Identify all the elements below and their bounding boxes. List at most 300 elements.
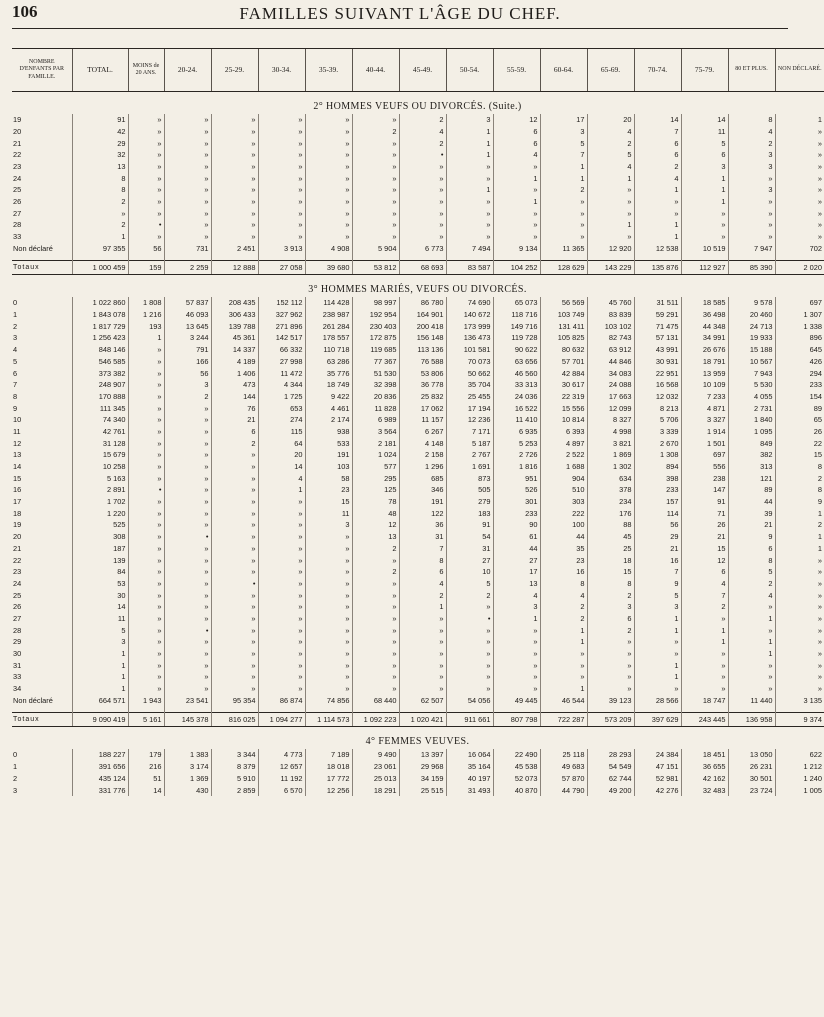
table-cell: »	[493, 660, 540, 672]
table-cell: 2	[164, 391, 211, 403]
table-cell: 15	[681, 543, 728, 555]
row-label: 13	[13, 450, 22, 460]
table-cell: 1 024	[352, 449, 399, 461]
table-cell: 8	[728, 114, 775, 126]
table-cell: 1	[728, 648, 775, 660]
table-cell: 53 806	[399, 367, 446, 379]
table-cell: »	[211, 625, 258, 637]
table-cell: 3	[681, 161, 728, 173]
table-cell: 1 256 423	[72, 332, 128, 344]
col-header-70-74: 70-74.	[634, 49, 681, 92]
row-label: 5	[13, 356, 18, 366]
table-cell: »	[258, 589, 305, 601]
table-cell: 5 163	[72, 473, 128, 485]
table-cell: 125	[352, 484, 399, 496]
table-cell: 12 236	[446, 414, 493, 426]
table-cell: 5	[728, 566, 775, 578]
table-cell: 3	[164, 379, 211, 391]
page-number: 106	[12, 2, 38, 21]
table-cell: 17	[540, 114, 587, 126]
table-cell: 7	[540, 149, 587, 161]
table-cell: 14	[681, 114, 728, 126]
table-cell: 2	[634, 161, 681, 173]
table-cell: 1	[493, 613, 540, 625]
table-cell: 74 856	[305, 695, 352, 707]
table-cell: »	[775, 671, 824, 683]
row-label: 15	[13, 473, 22, 483]
table-cell: »	[258, 543, 305, 555]
table-cell: »	[352, 683, 399, 695]
table-cell: »	[587, 231, 634, 243]
table-cell: 58	[305, 473, 352, 485]
table-cell: 23	[305, 484, 352, 496]
table-cell: 1 406	[211, 367, 258, 379]
table-cell: 15	[587, 566, 634, 578]
table-cell: 5	[540, 137, 587, 149]
table-cell: »	[352, 613, 399, 625]
table-cell: »	[352, 648, 399, 660]
table-cell: 6 393	[540, 426, 587, 438]
totals-cell: 83 587	[446, 261, 493, 275]
table-cell: »	[352, 114, 399, 126]
table-cell: 12 657	[258, 761, 305, 773]
table-cell: »	[211, 660, 258, 672]
table-cell: »	[128, 531, 164, 543]
table-cell: »	[258, 508, 305, 520]
table-cell: »	[164, 589, 211, 601]
row-label: 3	[13, 333, 18, 343]
table-cell: 65 073	[493, 297, 540, 309]
table-cell: 2 726	[493, 449, 540, 461]
table-cell: »	[128, 589, 164, 601]
section-title-row	[12, 275, 824, 298]
table-cell: 234	[587, 496, 634, 508]
table-cell: »	[352, 601, 399, 613]
table-cell: »	[258, 519, 305, 531]
table-cell: 139	[72, 554, 128, 566]
row-label: 6	[13, 368, 18, 378]
table-row	[12, 484, 824, 496]
table-cell: 14	[128, 784, 164, 796]
table-cell: 1	[775, 543, 824, 555]
table-cell: »	[352, 589, 399, 601]
table-cell: •	[164, 625, 211, 637]
table-cell: »	[258, 114, 305, 126]
table-cell: 149 716	[493, 321, 540, 333]
table-cell: 303	[540, 496, 587, 508]
table-cell: »	[775, 196, 824, 208]
row-label: 21	[13, 543, 22, 553]
table-cell: »	[634, 648, 681, 660]
table-cell: 115	[258, 426, 305, 438]
row-label: 26	[13, 602, 22, 612]
table-cell: »	[164, 473, 211, 485]
table-cell: 6 267	[399, 426, 446, 438]
table-cell: »	[128, 683, 164, 695]
table-cell: 2	[540, 613, 587, 625]
table-cell: 1	[587, 172, 634, 184]
table-cell: 11 410	[493, 414, 540, 426]
table-cell: 74 690	[446, 297, 493, 309]
table-cell: 31 128	[72, 438, 128, 450]
col-header-65-69: 65-69.	[587, 49, 634, 92]
table-row	[12, 367, 824, 379]
table-cell: 9 134	[493, 243, 540, 255]
row-label: 25	[13, 185, 22, 195]
table-row	[12, 321, 824, 333]
table-cell: 103	[305, 461, 352, 473]
table-cell: 121	[728, 473, 775, 485]
row-label: 28	[13, 220, 22, 230]
table-cell: »	[775, 636, 824, 648]
table-cell: »	[446, 219, 493, 231]
table-cell: »	[211, 636, 258, 648]
row-label: 8	[13, 391, 18, 401]
table-cell: 98 997	[352, 297, 399, 309]
table-cell: 7 171	[446, 426, 493, 438]
table-cell: »	[211, 184, 258, 196]
table-cell: 18 018	[305, 761, 352, 773]
table-cell: 1	[587, 219, 634, 231]
table-cell: »	[305, 531, 352, 543]
totals-cell: 1 094 277	[258, 713, 305, 727]
table-cell: 7	[681, 589, 728, 601]
table-cell: 2 731	[728, 402, 775, 414]
totals-cell: 145 378	[164, 713, 211, 727]
table-cell: 295	[352, 473, 399, 485]
table-cell: 4 897	[540, 438, 587, 450]
table-cell: 39 123	[587, 695, 634, 707]
table-cell: »	[493, 231, 540, 243]
totals-cell: 136 958	[728, 713, 775, 727]
table-cell: »	[728, 601, 775, 613]
table-cell: 11 472	[258, 367, 305, 379]
table-cell: 848 146	[72, 344, 128, 356]
row-label: 2	[13, 321, 18, 331]
table-cell: 13 645	[164, 321, 211, 333]
table-cell: »	[258, 683, 305, 695]
table-cell: »	[211, 114, 258, 126]
table-cell: »	[164, 636, 211, 648]
table-cell: »	[258, 496, 305, 508]
row-label: 26	[13, 196, 22, 206]
row-label: 25	[13, 590, 22, 600]
table-cell: 24 384	[634, 749, 681, 761]
table-cell: 533	[305, 438, 352, 450]
row-label: 30	[13, 649, 22, 659]
table-cell: »	[352, 196, 399, 208]
row-label: 16	[13, 485, 22, 495]
table-cell: »	[446, 172, 493, 184]
table-cell: »	[728, 660, 775, 672]
table-cell: 653	[258, 402, 305, 414]
table-cell: »	[681, 660, 728, 672]
table-cell: 46 560	[493, 367, 540, 379]
table-cell: »	[681, 231, 728, 243]
table-cell: »	[211, 473, 258, 485]
table-cell: 731	[164, 243, 211, 255]
table-cell: 157	[634, 496, 681, 508]
table-cell: 4	[493, 149, 540, 161]
table-cell: »	[128, 184, 164, 196]
table-cell: 5	[634, 589, 681, 601]
table-cell: 6	[681, 566, 728, 578]
table-cell: 170 888	[72, 391, 128, 403]
table-cell: »	[164, 543, 211, 555]
table-cell: 12 256	[305, 784, 352, 796]
totals-row	[12, 261, 824, 275]
table-cell: 25 118	[540, 749, 587, 761]
table-cell: 546 585	[72, 356, 128, 368]
table-row	[12, 543, 824, 555]
table-cell: »	[128, 601, 164, 613]
table-cell: 32 483	[681, 784, 728, 796]
table-cell: »	[634, 196, 681, 208]
table-cell: »	[775, 149, 824, 161]
table-cell: »	[352, 137, 399, 149]
table-cell: 1	[634, 219, 681, 231]
table-cell: 1 688	[540, 461, 587, 473]
table-row	[12, 566, 824, 578]
totals-cell: 1 114 573	[305, 713, 352, 727]
table-cell: 23 541	[164, 695, 211, 707]
table-cell: 6	[211, 426, 258, 438]
table-cell: 8 213	[634, 402, 681, 414]
table-cell: 7 189	[305, 749, 352, 761]
table-cell: 1 307	[775, 309, 824, 321]
table-cell: 3 244	[164, 332, 211, 344]
table-cell: »	[352, 161, 399, 173]
table-cell: 192 954	[352, 309, 399, 321]
table-cell: 9 490	[352, 749, 399, 761]
table-cell: 179	[128, 749, 164, 761]
table-row	[12, 554, 824, 566]
table-cell: 1	[681, 196, 728, 208]
table-cell: »	[493, 648, 540, 660]
table-cell: 10 567	[728, 356, 775, 368]
table-cell: »	[258, 566, 305, 578]
table-cell: »	[128, 648, 164, 660]
table-cell: 19 933	[728, 332, 775, 344]
table-cell: »	[164, 601, 211, 613]
table-cell: 1 308	[634, 449, 681, 461]
table-cell: »	[211, 461, 258, 473]
table-cell: »	[128, 344, 164, 356]
table-cell: 6	[681, 149, 728, 161]
table-cell: 29 968	[399, 761, 446, 773]
table-cell: 23	[540, 554, 587, 566]
table-cell: 101 581	[446, 344, 493, 356]
table-cell: 56	[164, 367, 211, 379]
table-cell: 64	[258, 438, 305, 450]
table-cell: 3	[634, 601, 681, 613]
table-cell: 3	[493, 601, 540, 613]
table-cell: 45	[587, 531, 634, 543]
table-cell: 896	[775, 332, 824, 344]
table-cell: 3 339	[634, 426, 681, 438]
table-cell: 15 556	[540, 402, 587, 414]
table-cell: 35 164	[446, 761, 493, 773]
table-cell: 233	[634, 484, 681, 496]
table-cell: »	[211, 219, 258, 231]
table-cell: 1 220	[72, 508, 128, 520]
table-cell: 5 706	[634, 414, 681, 426]
table-row	[12, 137, 824, 149]
table-cell: 21	[211, 414, 258, 426]
table-cell: 21	[728, 519, 775, 531]
table-row	[12, 461, 824, 473]
table-cell: »	[305, 683, 352, 695]
col-header-total: TOTAL.	[72, 49, 128, 92]
table-cell: 1	[681, 172, 728, 184]
row-label: 28	[13, 625, 22, 635]
table-cell: »	[540, 660, 587, 672]
totals-cell: 9 374	[775, 713, 824, 727]
table-cell: »	[775, 161, 824, 173]
table-cell: 8	[775, 484, 824, 496]
table-cell: »	[128, 508, 164, 520]
table-row	[12, 402, 824, 414]
table-cell: 526	[493, 484, 540, 496]
row-label: 24	[13, 578, 22, 588]
table-cell: 11 365	[540, 243, 587, 255]
table-cell: 4 055	[728, 391, 775, 403]
table-cell: 1	[72, 671, 128, 683]
table-cell: 9	[728, 531, 775, 543]
table-cell: 6 773	[399, 243, 446, 255]
table-cell: »	[164, 426, 211, 438]
table-cell: 30 617	[540, 379, 587, 391]
totals-cell: 2 259	[164, 261, 211, 275]
table-cell: »	[399, 196, 446, 208]
table-cell: 193	[128, 321, 164, 333]
table-cell: »	[587, 636, 634, 648]
table-cell: 173 999	[446, 321, 493, 333]
table-cell: •	[128, 484, 164, 496]
table-cell: »	[211, 137, 258, 149]
table-cell: 1	[634, 660, 681, 672]
totals-cell: 243 445	[681, 713, 728, 727]
table-cell: »	[258, 137, 305, 149]
col-header-80-plus: 80 ET PLUS.	[728, 49, 775, 92]
totals-cell: 911 661	[446, 713, 493, 727]
table-cell: »	[775, 683, 824, 695]
table-cell: 1 212	[775, 761, 824, 773]
table-cell: 13 959	[681, 367, 728, 379]
table-cell: »	[728, 671, 775, 683]
table-cell: 131 411	[540, 321, 587, 333]
table-cell: »	[128, 426, 164, 438]
table-cell: »	[305, 648, 352, 660]
table-cell: »	[164, 184, 211, 196]
table-cell: 39	[728, 508, 775, 520]
totals-label: Totaux	[12, 713, 72, 727]
table-cell: 2	[775, 473, 824, 485]
row-label: 10	[13, 415, 22, 425]
table-cell: 53	[72, 578, 128, 590]
table-cell: »	[446, 208, 493, 220]
table-cell: 51	[128, 773, 164, 785]
table-cell: 57 131	[634, 332, 681, 344]
table-cell: 6 935	[493, 426, 540, 438]
table-cell: 2	[728, 578, 775, 590]
table-cell: 1	[258, 484, 305, 496]
table-cell: 14	[72, 601, 128, 613]
table-cell: 1	[540, 683, 587, 695]
table-cell: 306 433	[211, 309, 258, 321]
row-label: 2	[13, 773, 18, 783]
table-cell: 18 749	[305, 379, 352, 391]
table-cell: 42 884	[540, 367, 587, 379]
table-cell: 327 962	[258, 309, 305, 321]
table-cell: 74 340	[72, 414, 128, 426]
table-cell: 18	[587, 554, 634, 566]
table-cell: 6	[493, 126, 540, 138]
table-cell: »	[587, 683, 634, 695]
table-cell: 44	[493, 543, 540, 555]
table-cell: 40 870	[493, 784, 540, 796]
table-cell: 21	[634, 543, 681, 555]
table-cell: 271 896	[258, 321, 305, 333]
row-label: 27	[13, 208, 22, 218]
table-cell: 1	[775, 114, 824, 126]
table-cell: 3 913	[258, 243, 305, 255]
table-cell: »	[305, 231, 352, 243]
table-cell: 230 403	[352, 321, 399, 333]
table-cell: 95 354	[211, 695, 258, 707]
table-cell: 3	[728, 149, 775, 161]
table-cell: »	[164, 438, 211, 450]
table-cell: 86 874	[258, 695, 305, 707]
table-cell: 4 344	[258, 379, 305, 391]
table-cell: 46 544	[540, 695, 587, 707]
row-label: 23	[13, 161, 22, 171]
table-cell: »	[305, 137, 352, 149]
table-cell: 11 828	[352, 402, 399, 414]
table-cell: 63 286	[305, 356, 352, 368]
col-header-75-79: 75-79.	[681, 49, 728, 92]
row-label: 0	[13, 298, 18, 308]
table-cell: »	[164, 554, 211, 566]
table-cell: »	[305, 660, 352, 672]
col-header-30-34: 30-34.	[258, 49, 305, 92]
totals-cell: 53 812	[352, 261, 399, 275]
totals-cell: 68 693	[399, 261, 446, 275]
table-row	[12, 126, 824, 138]
table-cell: »	[305, 613, 352, 625]
table-cell: »	[258, 161, 305, 173]
table-cell: 5 904	[352, 243, 399, 255]
row-label: 14	[13, 462, 22, 472]
table-cell: 34 159	[399, 773, 446, 785]
table-cell: 7	[634, 126, 681, 138]
table-row	[12, 749, 824, 761]
table-row	[12, 231, 824, 243]
table-cell: »	[128, 391, 164, 403]
row-label: 1	[13, 310, 18, 320]
table-cell: 114 428	[305, 297, 352, 309]
table-cell: »	[305, 554, 352, 566]
table-cell: »	[258, 231, 305, 243]
table-cell: 26	[775, 426, 824, 438]
table-cell: 97 355	[72, 243, 128, 255]
row-label: 22	[13, 150, 22, 160]
table-cell: »	[399, 636, 446, 648]
table-cell: »	[128, 172, 164, 184]
table-cell: 5 187	[446, 438, 493, 450]
table-cell: 22 951	[634, 367, 681, 379]
table-cell: 31	[446, 543, 493, 555]
